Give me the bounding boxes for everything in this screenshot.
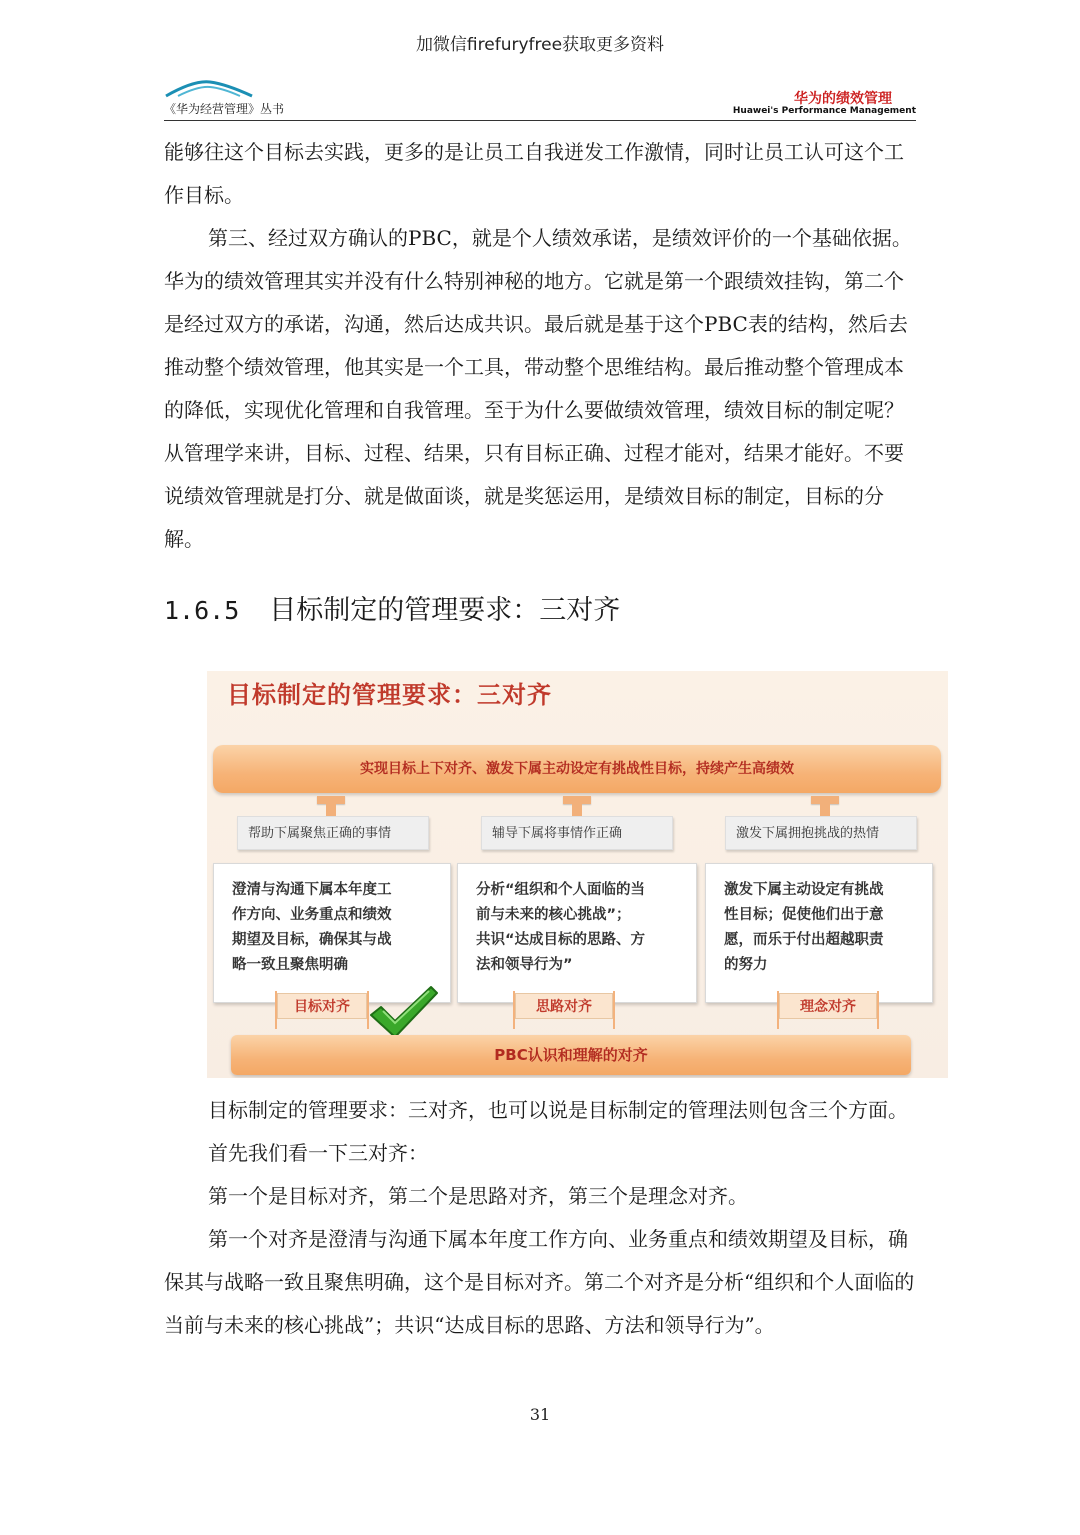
page-number: 31	[529, 1405, 551, 1424]
card-line: 分析“组织和个人面临的当	[476, 882, 646, 898]
column-card	[705, 863, 933, 1003]
paragraph: 第三、经过双方确认的PBC，就是个人绩效承诺，是绩效评价的一个基础依据。华为的绩效管理其实并没有什么特别神秘的地方。它就是第一个跟绩效挂钩，第二个是经过双方的承诺，沟通，然后达成共识。最后就是基于这个PBC表的结构，然后去推动整个绩效管理，他其实是一个工具，带动整个思维结构。最后推动整个管理成本的降低，实现优化管理和自我管理。至于为什么要做绩效管理，绩效目标的制定呢？从管理学来讲，目标、过程、结果，只有目标正确、过程才能对，结果才能好。不要说绩效管理就是打分、就是做面谈，就是奖惩运用，是绩效目标的制定，目标的分解。	[164, 226, 912, 551]
paragraph: 首先我们看一下三对齐：	[208, 1141, 428, 1165]
card-line: 略一致且聚焦明确	[232, 957, 348, 973]
three-alignment-figure	[207, 671, 948, 1078]
card-line: 期望及目标，确保其与战	[232, 932, 392, 948]
mountain-logo-icon	[164, 78, 254, 98]
paragraph: 能够往这个目标去实践，更多的是让员工自我迸发工作激情，同时让员工认可这个工作目标。	[164, 140, 904, 207]
page-header	[164, 76, 916, 120]
card-line: 的努力	[724, 957, 768, 973]
alignment-tag: 目标对齐	[277, 993, 367, 1019]
watermark-text: 加微信firefuryfree获取更多资料	[415, 35, 665, 55]
connector-line	[877, 991, 879, 1029]
up-arrow-icon	[811, 796, 839, 816]
section-heading	[164, 588, 620, 627]
section-title: 目标制定的管理要求：三对齐	[269, 595, 621, 626]
body-text-top	[164, 131, 916, 561]
card-line: 性目标；促使他们出于意	[724, 907, 884, 923]
column-aim-pill: 辅导下属将事情作正确	[481, 816, 673, 850]
card-line: 前与未来的核心挑战”；	[476, 907, 631, 923]
column-aim-pill: 激发下属拥抱挑战的热情	[725, 816, 917, 850]
column-aim-pill: 帮助下属聚焦正确的事情	[237, 816, 429, 850]
alignment-tag: 思路对齐	[515, 993, 613, 1019]
card-line: 作方向、业务重点和绩效	[232, 907, 392, 923]
section-number: 1.6.5	[164, 596, 240, 625]
card-line: 愿，而乐于付出超越职责	[724, 932, 884, 948]
book-title-cn: 华为的绩效管理	[794, 91, 892, 107]
up-arrow-icon	[317, 796, 345, 816]
column-card	[457, 863, 697, 1003]
paragraph: 第一个是目标对齐，第二个是思路对齐，第三个是理念对齐。	[208, 1184, 748, 1208]
connector-line	[613, 991, 615, 1029]
card-line: 共识“达成目标的思路、方	[476, 932, 646, 948]
paragraph: 目标制定的管理要求：三对齐，也可以说是目标制定的管理法则包含三个方面。	[208, 1098, 908, 1122]
alignment-tag: 理念对齐	[779, 993, 877, 1019]
figure-goal-banner: 实现目标上下对齐、激发下属主动设定有挑战性目标，持续产生高绩效	[213, 745, 941, 793]
checkmark-icon	[367, 981, 439, 1041]
paragraph: 第一个对齐是澄清与沟通下属本年度工作方向、业务重点和绩效期望及目标，确保其与战略一致且聚焦明确，这个是目标对齐。第二个对齐是分析“组织和个人面临的当前与未来的核心挑战”；共识“达成目标的思路、方法和领导行为”。	[164, 1227, 915, 1337]
card-line: 澄清与沟通下属本年度工	[232, 882, 392, 898]
header-divider	[164, 120, 916, 121]
pbc-alignment-bar: PBC认识和理解的对齐	[231, 1035, 911, 1075]
series-title: 《华为经营管理》丛书	[164, 102, 285, 116]
figure-title: 目标制定的管理要求：三对齐	[227, 681, 552, 709]
book-title-en: Huawei's Performance Management	[732, 106, 916, 116]
up-arrow-icon	[563, 796, 591, 816]
body-text-bottom	[164, 1089, 916, 1347]
card-line: 激发下属主动设定有挑战	[724, 882, 884, 898]
card-line: 法和领导行为”	[476, 957, 573, 973]
